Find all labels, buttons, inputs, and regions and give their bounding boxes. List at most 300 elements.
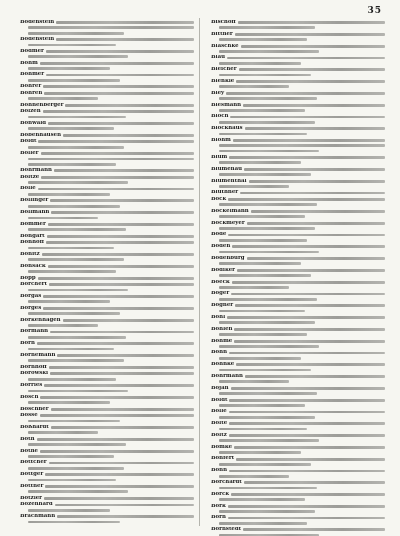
- page-number: 35: [367, 6, 382, 16]
- illegible-text: [229, 470, 385, 473]
- entry-surname: Born: [20, 341, 35, 347]
- illegible-text: [219, 85, 289, 88]
- directory-entry: [20, 341, 194, 352]
- illegible-text: [219, 227, 315, 230]
- illegible-text: [241, 45, 386, 48]
- illegible-text: [219, 239, 307, 242]
- illegible-text: [28, 467, 124, 470]
- directory-entry: [211, 103, 385, 114]
- entry-surname: Bollinger: [20, 198, 49, 204]
- directory-entry: [211, 456, 385, 467]
- directory-entry: [211, 515, 385, 526]
- directory-entry: [20, 49, 194, 60]
- illegible-text: [28, 509, 110, 512]
- directory-entry: [211, 291, 385, 302]
- directory-entry: [20, 252, 194, 263]
- illegible-text: [28, 146, 124, 149]
- illegible-text: [46, 50, 194, 53]
- directory-entry: [211, 433, 385, 444]
- directory-entry: [211, 67, 385, 78]
- illegible-text: [228, 517, 385, 520]
- illegible-text: [219, 133, 307, 136]
- directory-entry: [211, 339, 385, 350]
- entry-surname: Boschner: [20, 406, 49, 412]
- directory-entry: [211, 409, 385, 420]
- entry-surname: Bonhoff: [20, 240, 45, 246]
- directory-entry: [211, 114, 385, 125]
- directory-entry: [211, 79, 385, 90]
- illegible-text: [43, 110, 194, 113]
- entry-surname: Blockhaus: [211, 126, 243, 132]
- illegible-text: [37, 438, 194, 441]
- illegible-text: [219, 333, 307, 336]
- illegible-text: [243, 528, 385, 531]
- entry-surname: Bonwald: [20, 120, 47, 126]
- entry-surname: Bosse: [20, 413, 38, 419]
- illegible-text: [28, 401, 110, 404]
- entry-surname: Bohlen: [211, 326, 233, 332]
- illegible-text: [40, 450, 194, 453]
- illegible-text: [226, 92, 385, 95]
- entry-surname: Borges: [20, 305, 42, 311]
- illegible-text: [28, 97, 98, 100]
- directory-entry: [20, 151, 194, 167]
- illegible-text: [219, 26, 315, 29]
- illegible-text: [44, 384, 194, 387]
- entry-surname: Brachmann: [20, 514, 56, 520]
- directory-entry: [20, 61, 194, 72]
- directory-entry: [20, 514, 194, 525]
- illegible-text: [244, 168, 385, 171]
- illegible-text: [51, 426, 194, 429]
- entry-surname: Bleicher: [211, 67, 237, 73]
- directory-entry: [211, 303, 385, 314]
- illegible-text: [38, 188, 194, 191]
- illegible-text: [219, 392, 317, 395]
- directory-entry: [20, 198, 194, 209]
- illegible-text: [43, 295, 194, 298]
- directory-entry: [20, 234, 194, 239]
- entry-surname: Boßhardt: [20, 424, 49, 430]
- entry-surname: Bohl: [211, 314, 226, 320]
- entry-surname: Bodmer: [20, 48, 44, 54]
- entry-surname: Böhme: [211, 338, 233, 344]
- illegible-text: [38, 140, 194, 143]
- illegible-text: [51, 211, 194, 214]
- directory-entry: [20, 37, 194, 48]
- directory-entry: [20, 407, 194, 412]
- illegible-text: [44, 92, 194, 95]
- illegible-text: [28, 359, 124, 362]
- illegible-text: [57, 354, 194, 357]
- entry-surname: Bolte: [211, 421, 228, 427]
- entry-surname: Bork: [211, 503, 226, 509]
- illegible-text: [219, 262, 301, 265]
- entry-surname: Bongart: [20, 233, 45, 239]
- directory-entry: [20, 175, 194, 186]
- entry-surname: Bohn: [211, 350, 227, 356]
- illegible-text: [247, 257, 385, 260]
- directory-entry: [20, 383, 194, 394]
- illegible-text: [28, 336, 126, 339]
- illegible-text: [228, 505, 385, 508]
- illegible-text: [234, 328, 385, 331]
- illegible-text: [28, 289, 128, 292]
- entry-surname: Bozenhard: [20, 502, 53, 508]
- entry-surname: Bothe: [20, 448, 38, 454]
- entry-surname: Bopp: [20, 275, 36, 281]
- illegible-text: [28, 205, 120, 208]
- entry-surname: Boeck: [211, 279, 230, 285]
- illegible-text: [51, 408, 194, 411]
- illegible-text: [28, 116, 126, 119]
- illegible-text: [219, 274, 311, 277]
- illegible-text: [28, 79, 120, 82]
- illegible-text: [63, 134, 194, 137]
- illegible-text: [243, 104, 385, 107]
- directory-entry: [211, 91, 385, 102]
- directory-entry: [20, 222, 194, 233]
- entry-surname: Blau: [211, 55, 226, 61]
- illegible-text: [37, 342, 194, 345]
- entry-surname: Bittner: [211, 31, 233, 37]
- directory-entry: [20, 210, 194, 221]
- entry-surname: Bomke: [211, 444, 233, 450]
- directory-entry: [211, 126, 385, 137]
- entry-surname: Bohrmann: [20, 168, 52, 174]
- illegible-text: [28, 378, 116, 381]
- directory-entry: [20, 139, 194, 150]
- illegible-text: [219, 487, 317, 490]
- directory-entry: [211, 362, 385, 373]
- directory-entry: [20, 168, 194, 173]
- directory-entry: [20, 133, 194, 138]
- directory-entry: [211, 155, 385, 166]
- illegible-text: [245, 375, 385, 378]
- illegible-text: [232, 245, 385, 248]
- illegible-text: [219, 510, 315, 513]
- illegible-text: [231, 387, 385, 390]
- illegible-text: [28, 431, 98, 434]
- entry-surname: Böttger: [20, 472, 44, 478]
- illegible-text: [219, 369, 311, 372]
- directory-entry: [211, 527, 385, 536]
- directory-entry: [211, 138, 385, 154]
- illegible-text: [233, 139, 385, 142]
- entry-surname: Bock: [211, 196, 227, 202]
- entry-surname: Blesmann: [211, 102, 242, 108]
- directory-entry: [211, 244, 385, 255]
- illegible-text: [28, 32, 124, 35]
- entry-surname: Bornhoff: [20, 364, 47, 370]
- illegible-text: [219, 321, 315, 324]
- entry-surname: Boltze: [20, 174, 40, 180]
- directory-entry: [211, 398, 385, 409]
- illegible-text: [249, 180, 385, 183]
- illegible-text: [231, 493, 385, 496]
- illegible-text: [219, 121, 315, 124]
- directory-entry: [20, 294, 194, 305]
- illegible-text: [229, 156, 385, 159]
- illegible-text: [56, 21, 194, 24]
- directory-entry: [20, 186, 194, 197]
- entry-surname: Bohren: [20, 90, 43, 96]
- entry-surname: Böhnke: [211, 362, 235, 368]
- entry-surname: Blüthner: [211, 190, 239, 196]
- entry-surname: Borowski: [20, 371, 49, 377]
- illegible-text: [28, 44, 116, 47]
- entry-surname: Borkenhagen: [20, 317, 61, 323]
- directory-entry: [211, 468, 385, 479]
- entry-surname: Böhmer: [20, 72, 45, 78]
- directory-entry: [20, 472, 194, 483]
- directory-entry: [20, 276, 194, 281]
- directory-entry: [20, 318, 194, 329]
- entry-surname: Bohrmann: [211, 373, 243, 379]
- directory-entry: [20, 425, 194, 436]
- directory-entry: [20, 91, 194, 102]
- directory-entry: [20, 72, 194, 83]
- illegible-text: [219, 144, 385, 147]
- illegible-text: [48, 265, 194, 268]
- illegible-text: [219, 161, 301, 164]
- illegible-text: [47, 235, 194, 238]
- illegible-text: [44, 497, 194, 500]
- directory-entry: [20, 395, 194, 406]
- directory-entry: [20, 121, 194, 132]
- illegible-text: [45, 473, 194, 476]
- illegible-text: [41, 176, 194, 179]
- directory-entry: [20, 306, 194, 317]
- illegible-text: [56, 38, 194, 41]
- illegible-text: [240, 192, 385, 195]
- directory-entry: [211, 197, 385, 208]
- entry-surname: Blaschke: [211, 43, 239, 49]
- right-column: [211, 20, 385, 536]
- entry-surname: Bodenstein: [20, 20, 55, 25]
- illegible-text: [28, 217, 98, 220]
- illegible-text: [48, 122, 194, 125]
- illegible-text: [235, 33, 385, 36]
- entry-surname: Bornstedt: [211, 527, 242, 533]
- illegible-text: [228, 234, 385, 237]
- illegible-text: [28, 247, 114, 250]
- illegible-text: [219, 345, 319, 348]
- illegible-text: [219, 522, 307, 525]
- entry-surname: Bommer: [20, 221, 46, 227]
- illegible-text: [28, 163, 116, 166]
- illegible-text: [28, 348, 114, 351]
- directory-entry: [20, 103, 194, 108]
- directory-entry: [211, 209, 385, 220]
- illegible-text: [40, 62, 194, 65]
- illegible-text: [237, 269, 385, 272]
- illegible-text: [230, 116, 385, 119]
- illegible-text: [49, 462, 194, 465]
- illegible-text: [219, 298, 317, 301]
- entry-surname: Böhm: [20, 60, 38, 66]
- directory-entry: [20, 353, 194, 364]
- illegible-text: [219, 463, 311, 466]
- directory-entry: [20, 282, 194, 293]
- entry-surname: Böger: [211, 291, 230, 297]
- directory-entry: [20, 484, 194, 495]
- entry-surname: Bobenhausen: [20, 132, 61, 138]
- entry-surname: Bohrer: [20, 84, 42, 90]
- illegible-text: [219, 150, 319, 153]
- illegible-text: [28, 312, 120, 315]
- entry-surname: Bloch: [211, 114, 229, 120]
- illegible-text: [219, 357, 301, 360]
- entry-surname: Bockmeyer: [211, 220, 245, 226]
- illegible-text: [247, 222, 385, 225]
- entry-surname: Bormann: [20, 329, 49, 335]
- illegible-text: [55, 504, 194, 507]
- illegible-text: [219, 50, 319, 53]
- illegible-text: [239, 68, 385, 71]
- illegible-text: [49, 366, 194, 369]
- illegible-text: [43, 85, 194, 88]
- illegible-text: [219, 286, 289, 289]
- entry-surname: Boltz: [211, 432, 227, 438]
- illegible-text: [46, 241, 194, 244]
- directory-entry: [20, 460, 194, 471]
- directory-entry: [211, 20, 385, 31]
- entry-surname: Borck: [211, 491, 230, 497]
- illegible-text: [63, 319, 194, 322]
- entry-surname: Bley: [211, 90, 225, 96]
- column-divider: [199, 18, 200, 526]
- illegible-text: [219, 451, 301, 454]
- illegible-text: [231, 293, 385, 296]
- entry-surname: Bodenburg: [211, 255, 245, 261]
- illegible-text: [236, 363, 385, 366]
- directory-entry: [211, 232, 385, 243]
- entry-surname: Bonn: [211, 468, 227, 474]
- directory-entry: [211, 504, 385, 515]
- illegible-text: [28, 479, 116, 482]
- directory-entry: [211, 386, 385, 397]
- illegible-text: [219, 498, 305, 501]
- illegible-text: [219, 416, 315, 419]
- entry-surname: Bockelmann: [211, 208, 249, 214]
- entry-surname: Böller: [20, 151, 39, 157]
- directory-entry: [211, 350, 385, 361]
- entry-surname: Bojan: [211, 385, 229, 391]
- illegible-text: [54, 169, 194, 172]
- illegible-text: [28, 521, 120, 524]
- entry-surname: Bohnenberger: [20, 102, 64, 108]
- illegible-text: [28, 490, 128, 493]
- entry-surname: Blumenthal: [211, 178, 247, 184]
- entry-surname: Botzler: [20, 495, 43, 501]
- illegible-text: [229, 399, 385, 402]
- illegible-text: [219, 428, 307, 431]
- entry-surname: Blohm: [211, 137, 231, 143]
- entry-surname: Bonfert: [211, 456, 235, 462]
- directory-entry: [211, 492, 385, 503]
- directory-entry: [20, 264, 194, 275]
- entry-surname: Bonitz: [20, 251, 40, 257]
- illegible-text: [219, 251, 319, 254]
- illegible-text: [219, 109, 305, 112]
- entry-surname: Boldt: [211, 397, 228, 403]
- directory-entry: [20, 437, 194, 448]
- illegible-text: [50, 331, 194, 334]
- illegible-text: [234, 340, 385, 343]
- entry-surname: Borchert: [20, 282, 47, 288]
- illegible-text: [28, 228, 126, 231]
- illegible-text: [28, 26, 194, 29]
- illegible-text: [49, 283, 194, 286]
- entry-surname: Borchardt: [211, 480, 242, 486]
- entry-surname: Born: [211, 515, 226, 521]
- illegible-text: [229, 422, 385, 425]
- entry-surname: Borries: [20, 383, 43, 389]
- entry-surname: Both: [20, 436, 35, 442]
- illegible-text: [219, 38, 307, 41]
- directory-entry: [20, 20, 194, 36]
- directory-entry: [211, 44, 385, 55]
- illegible-text: [219, 74, 311, 77]
- illegible-text: [219, 173, 311, 176]
- illegible-text: [48, 223, 194, 226]
- illegible-text: [251, 210, 385, 213]
- illegible-text: [43, 307, 194, 310]
- entry-surname: Bonsack: [20, 263, 46, 269]
- illegible-text: [244, 481, 385, 484]
- illegible-text: [219, 310, 305, 313]
- directory-entry: [211, 268, 385, 279]
- illegible-text: [28, 300, 110, 303]
- illegible-text: [219, 404, 305, 407]
- illegible-text: [219, 380, 289, 383]
- illegible-text: [219, 475, 289, 478]
- illegible-text: [28, 455, 114, 458]
- directory-entry: [211, 327, 385, 338]
- entry-surname: Blenkle: [211, 78, 235, 84]
- illegible-text: [45, 485, 194, 488]
- directory-entry: [211, 55, 385, 66]
- illegible-text: [229, 411, 385, 414]
- illegible-text: [234, 446, 385, 449]
- entry-surname: Bode: [211, 232, 227, 238]
- illegible-text: [227, 316, 385, 319]
- illegible-text: [50, 199, 194, 202]
- entry-surname: Boldt: [20, 139, 37, 145]
- illegible-text: [28, 390, 128, 393]
- illegible-text: [219, 215, 305, 218]
- illegible-text: [219, 97, 317, 100]
- illegible-text: [28, 193, 110, 196]
- entry-surname: Bodenstein: [20, 37, 55, 43]
- illegible-text: [235, 304, 385, 307]
- entry-surname: Bödiker: [211, 267, 235, 273]
- illegible-text: [28, 158, 194, 161]
- directory-entry: [20, 449, 194, 460]
- entry-surname: Bolle: [20, 186, 36, 192]
- illegible-text: [28, 270, 116, 273]
- directory-entry: [211, 190, 385, 195]
- directory-entry: [211, 374, 385, 385]
- entry-surname: Bornemann: [20, 352, 56, 358]
- illegible-text: [229, 352, 385, 355]
- illegible-text: [57, 515, 194, 518]
- directory-entry: [20, 496, 194, 501]
- illegible-text: [245, 127, 385, 130]
- illegible-text: [38, 277, 194, 280]
- illegible-text: [227, 57, 385, 60]
